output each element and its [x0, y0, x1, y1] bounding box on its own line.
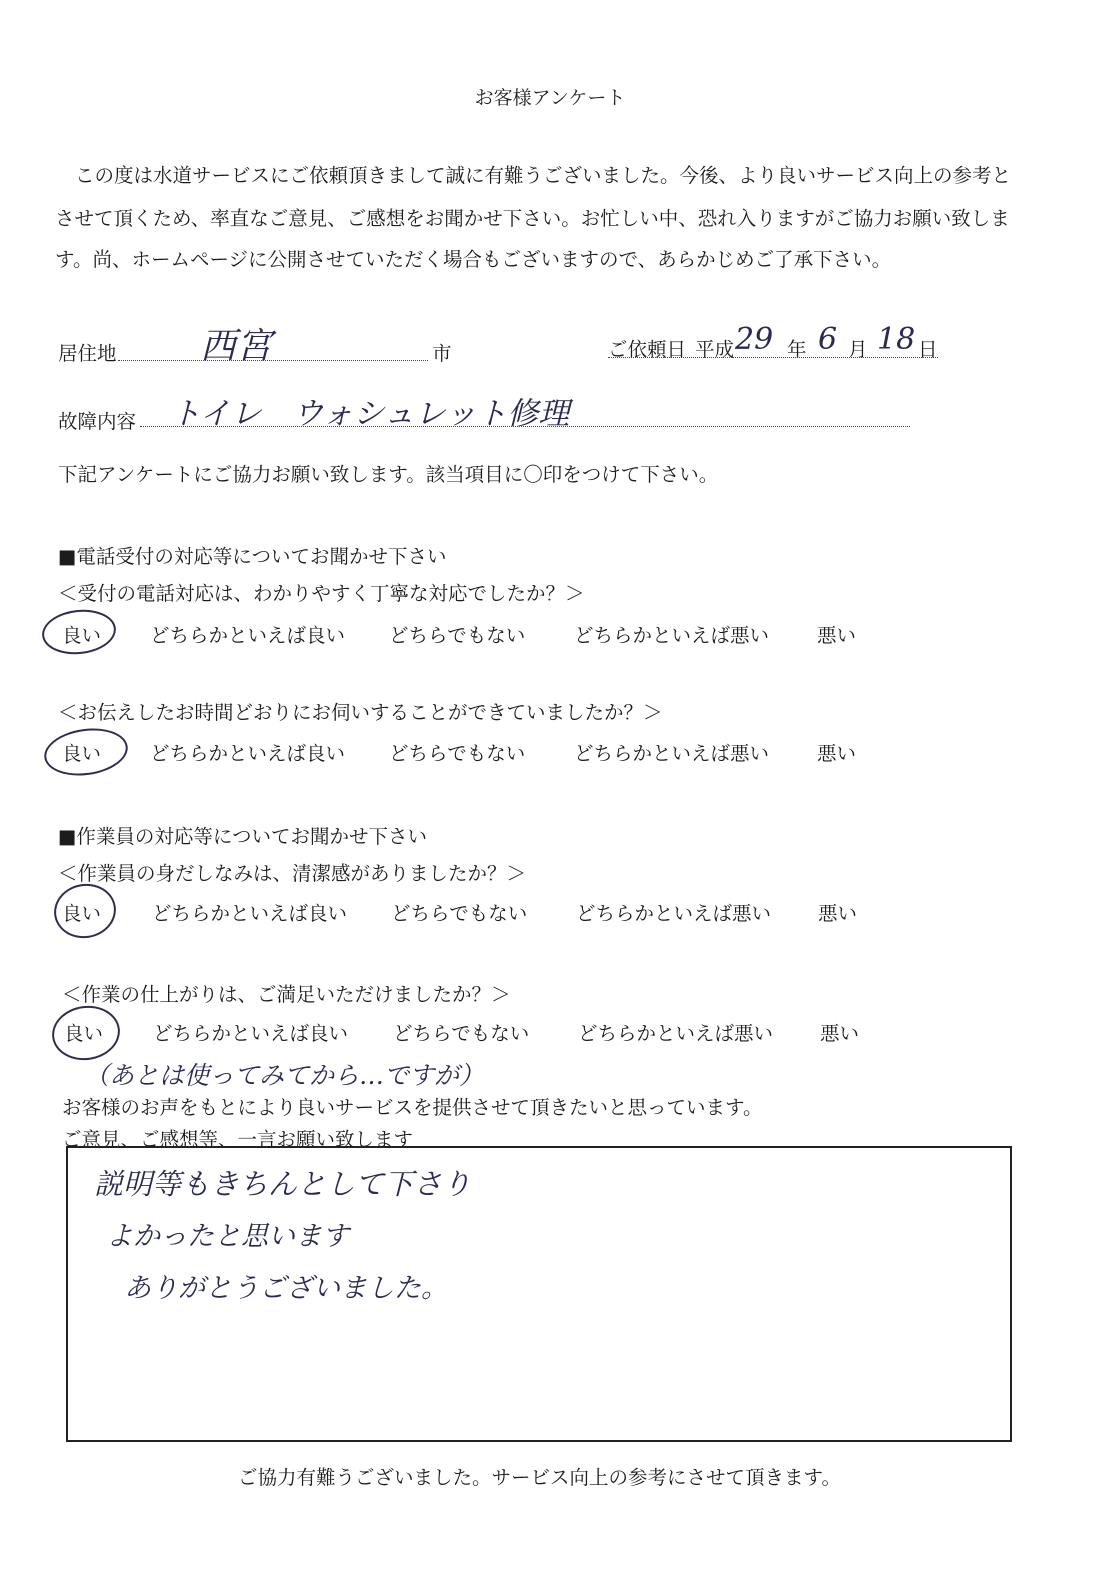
option-good[interactable]: 良い — [62, 624, 102, 647]
option-bad[interactable]: 悪い — [820, 1022, 860, 1045]
section-heading-worker: ■作業員の対応等についてお聞かせ下さい — [58, 825, 428, 848]
request-date-label: ご依頼日 — [608, 338, 687, 361]
question-phone-punctuality: ＜お伝えしたお時間どおりにお伺いすることができていましたか？＞ — [58, 701, 663, 724]
selected-circle-mark — [50, 879, 120, 943]
request-date-underline — [608, 357, 938, 358]
request-date-day[interactable]: 18 — [877, 322, 916, 357]
section-heading-phone: ■電話受付の対応等についてお聞かせ下さい — [58, 545, 447, 568]
day-unit: 日 — [918, 338, 938, 361]
option-neutral[interactable]: どちらでもない — [389, 742, 526, 765]
option-somewhat-good[interactable]: どちらかといえば良い — [152, 902, 348, 925]
option-bad[interactable]: 悪い — [817, 742, 857, 765]
fault-underline — [140, 426, 910, 427]
residence-value[interactable]: 西宮 — [200, 326, 273, 367]
feedback-prompt-line-2: ご意見、ご感想等、一言お願い致します — [62, 1128, 414, 1151]
request-date-month[interactable]: 6 — [818, 322, 838, 357]
option-neutral[interactable]: どちらでもない — [391, 902, 528, 925]
request-date-year[interactable]: 29 — [735, 322, 774, 357]
handwritten-note: （あとは使ってみてから…ですが） — [84, 1061, 485, 1090]
request-date-era: 平成 — [695, 338, 735, 361]
option-somewhat-good[interactable]: どちらかといえば良い — [153, 1022, 349, 1045]
option-good[interactable]: 良い — [64, 1022, 104, 1045]
footer-text: ご協力有難うございました。サービス向上の参考にさせて頂きます。 — [238, 1466, 841, 1489]
comment-line-2: よかったと思います — [106, 1221, 349, 1252]
option-somewhat-bad[interactable]: どちらかといえば悪い — [574, 624, 770, 647]
question-phone-clarity: ＜受付の電話対応は、わかりやすく丁寧な対応でしたか？＞ — [58, 582, 585, 605]
comment-line-3: ありがとうございました。 — [124, 1273, 448, 1304]
selected-circle-mark — [40, 606, 118, 657]
option-somewhat-good[interactable]: どちらかといえば良い — [150, 742, 346, 765]
option-bad[interactable]: 悪い — [817, 624, 857, 647]
fault-value[interactable]: トイレ ウォシュレット修理 — [170, 396, 570, 432]
comment-line-1: 説明等もきちんとして下さり — [94, 1167, 472, 1201]
residence-suffix: 市 — [432, 342, 452, 365]
residence-underline — [118, 360, 428, 361]
intro-line-2: させて頂くため、率直なご意見、ご感想をお聞かせ下さい。お忙しい中、恐れ入りますがご協力お願い致しま — [55, 207, 1010, 230]
option-somewhat-good[interactable]: どちらかといえば良い — [150, 624, 346, 647]
comment-box[interactable] — [66, 1146, 1012, 1442]
residence-label: 居住地 — [58, 342, 117, 365]
year-unit: 年 — [787, 338, 807, 361]
option-good[interactable]: 良い — [62, 742, 102, 765]
option-somewhat-bad[interactable]: どちらかといえば悪い — [576, 902, 772, 925]
instruction-text: 下記アンケートにご協力お願い致します。該当項目に〇印をつけて下さい。 — [58, 463, 719, 486]
option-bad[interactable]: 悪い — [818, 902, 858, 925]
option-somewhat-bad[interactable]: どちらかといえば悪い — [578, 1022, 774, 1045]
month-unit: 月 — [848, 338, 868, 361]
intro-line-3: す。尚、ホームページに公開させていただく場合もございますので、あらかじめご了承下さい。 — [55, 248, 892, 271]
feedback-prompt-line-1: お客様のお声をもとにより良いサービスを提供させて頂きたいと思っています。 — [62, 1096, 763, 1119]
option-neutral[interactable]: どちらでもない — [389, 624, 526, 647]
selected-circle-mark — [41, 723, 131, 780]
option-good[interactable]: 良い — [62, 902, 102, 925]
intro-line-1: この度は水道サービスにご依頼頂きまして誠に有難うございました。今後、より良いサービス向上の参考と — [75, 164, 1012, 187]
option-neutral[interactable]: どちらでもない — [393, 1022, 530, 1045]
option-somewhat-bad[interactable]: どちらかといえば悪い — [574, 742, 770, 765]
survey-title: お客様アンケート — [474, 87, 626, 109]
question-worker-appearance: ＜作業員の身だしなみは、清潔感がありましたか？＞ — [58, 862, 527, 885]
question-work-quality: ＜作業の仕上がりは、ご満足いただけましたか？＞ — [62, 983, 511, 1006]
fault-label: 故障内容 — [58, 410, 137, 433]
